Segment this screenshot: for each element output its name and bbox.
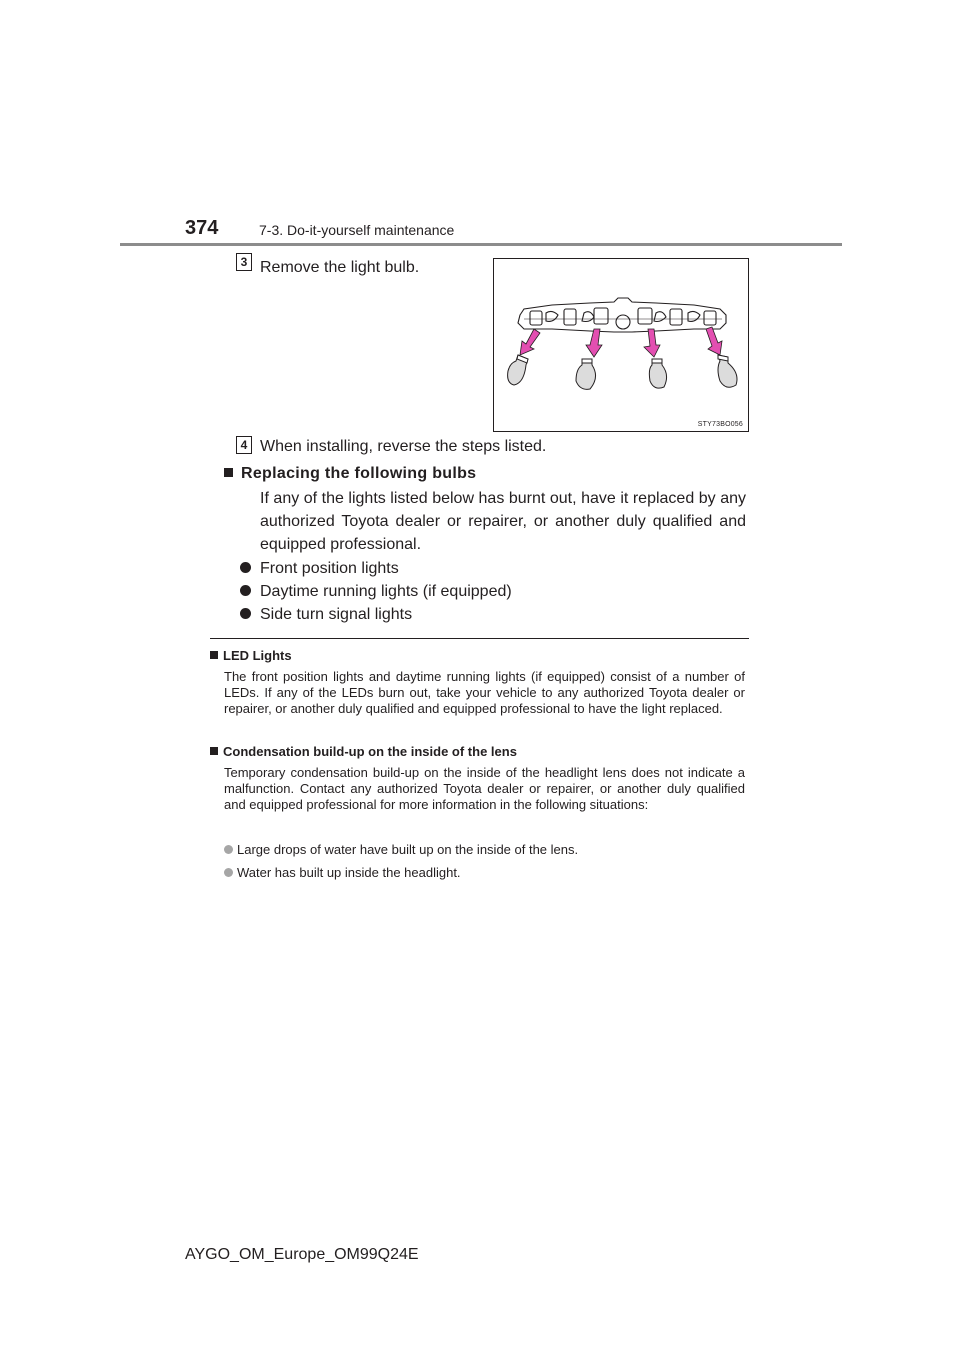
note-heading-led (210, 647, 292, 665)
note-square-icon (210, 747, 218, 755)
document-footer: AYGO_OM_Europe_OM99Q24E (185, 1246, 419, 1263)
bulb-list-text: Front position lights (260, 560, 399, 577)
bulb-1 (508, 355, 528, 385)
heading-square-icon (224, 468, 233, 477)
note-list-text: Water has built up inside the headlight. (237, 865, 461, 880)
bulb-list-item (240, 581, 512, 603)
bulb-2 (576, 359, 596, 389)
bulb-list-text: Daytime running lights (if equipped) (260, 583, 512, 600)
note-list-item (224, 842, 578, 858)
note-list-text: Large drops of water have built up on the inside of the lens. (237, 842, 579, 857)
bullet-dot-icon (224, 845, 233, 854)
replacing-paragraph: If any of the lights listed below has burnt out, have it replaced by any authorized Toyota dealer or repairer, or another duly qualified and equipped professional. (260, 490, 746, 553)
notes-divider (210, 638, 749, 639)
note-heading-text: Condensation build-up on the inside of the lens (223, 744, 517, 759)
section-title: 7-3. Do-it-yourself maintenance (259, 222, 455, 238)
replacing-bulbs-heading (224, 463, 476, 485)
bullet-dot-icon (240, 585, 251, 596)
lamp-housing (518, 298, 726, 332)
bulb-list-item (240, 558, 399, 580)
bulb-removal-figure (493, 258, 749, 432)
bulb-list-item (240, 604, 412, 626)
bulb-3 (649, 359, 666, 388)
note-heading-text: LED Lights (223, 648, 292, 663)
arrow-3 (644, 329, 660, 357)
bullet-dot-icon (224, 868, 233, 877)
header-rule (120, 243, 842, 246)
bullet-dot-icon (240, 562, 251, 573)
arrow-2 (586, 329, 602, 357)
step-4-number-box: 4 (236, 436, 252, 454)
note-text-condensation: Temporary condensation build-up on the inside of the headlight lens does not indicate a malfunction. Contact any authorized Toyota dealer or repairer, or another duly qualified and equipped professional for more information in the following situations: (224, 765, 745, 812)
replacing-heading-text: Replacing the following bulbs (241, 465, 477, 482)
figure-code: STY73BO056 (697, 421, 743, 428)
headlight-bulb-illustration (494, 259, 748, 431)
note-list-item (224, 865, 461, 881)
page-number: 374 (185, 217, 219, 239)
note-square-icon (210, 651, 218, 659)
step-3-text: Remove the light bulb. (260, 259, 420, 276)
arrow-4 (706, 327, 722, 355)
note-text-led: The front position lights and daytime running lights (if equipped) consist of a number of LEDs. If any of the LEDs burn out, take your vehicle to any authorized Toyota dealer or repairer, or another duly qualified and equipped professional to have the light replaced. (224, 669, 745, 716)
arrow-1 (520, 329, 540, 355)
bulbs (508, 355, 737, 389)
step-4-text: When installing, reverse the steps listed. (260, 438, 547, 455)
bullet-dot-icon (240, 608, 251, 619)
step-3-number-box: 3 (236, 253, 252, 271)
note-heading-condensation (210, 743, 517, 761)
bulb-4 (718, 355, 737, 387)
bulb-list-text: Side turn signal lights (260, 606, 413, 623)
